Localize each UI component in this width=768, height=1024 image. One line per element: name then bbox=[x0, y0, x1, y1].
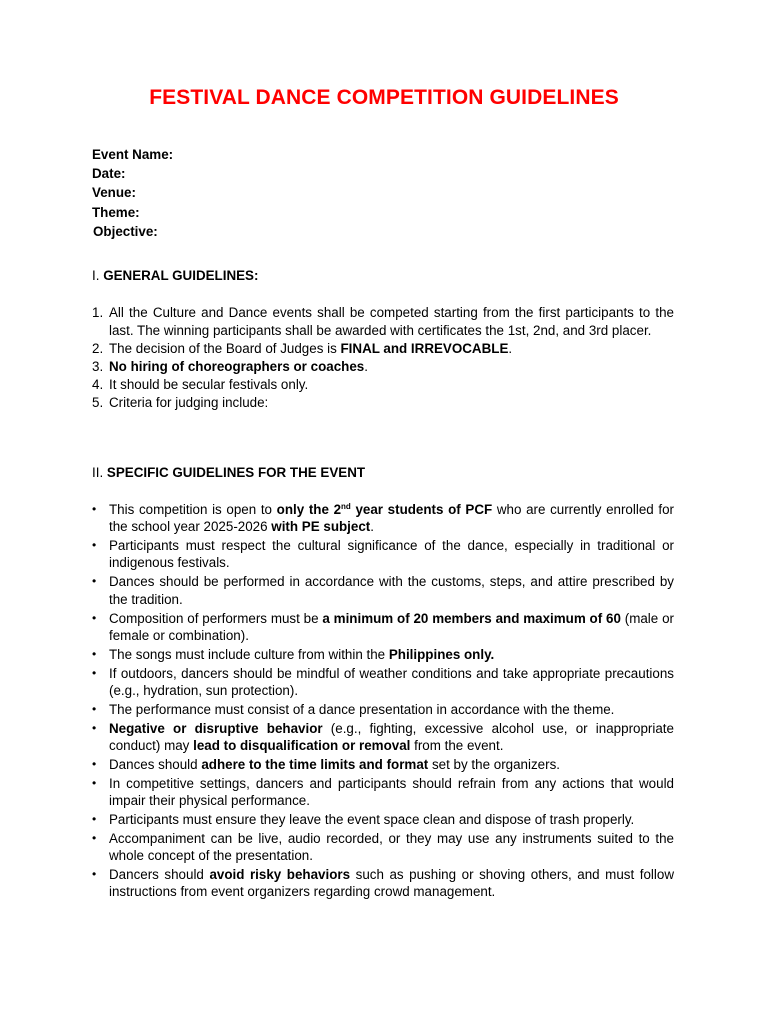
list-number: 1. bbox=[92, 305, 104, 320]
section-heading-specific bbox=[92, 465, 365, 480]
text-run: set by the organizers. bbox=[428, 756, 560, 772]
text-run: who are currently enrolled for the school year 2025-2026 bbox=[109, 502, 674, 535]
general-guidelines-list bbox=[92, 304, 674, 412]
text-run: If outdoors, dancers should be mindful of weather conditions and take appropriate precautions (e.g., hydration, sun protection). bbox=[109, 665, 674, 698]
text-run: Participants must respect the cultural significance of the dance, especially in traditional or indigenous festivals. bbox=[109, 538, 674, 571]
text-run: The performance must consist of a dance presentation in accordance with the theme. bbox=[109, 701, 615, 717]
text-run: Criteria for judging include: bbox=[109, 395, 269, 410]
info-field-theme: Theme: bbox=[92, 204, 140, 220]
bullet-icon: • bbox=[92, 830, 97, 845]
bullet-icon: • bbox=[92, 538, 97, 553]
bullet-icon: • bbox=[92, 811, 97, 826]
bold-text: No hiring of choreographers or coaches bbox=[109, 359, 365, 374]
list-item bbox=[92, 866, 674, 901]
list-item bbox=[92, 358, 674, 376]
list-item bbox=[92, 646, 674, 663]
bold-text: with PE subject bbox=[271, 519, 371, 535]
bullet-icon: • bbox=[92, 502, 97, 516]
list-item bbox=[92, 775, 674, 810]
section-heading-general bbox=[92, 268, 258, 283]
bold-text: Negative or disruptive behavior bbox=[109, 720, 323, 736]
list-item bbox=[92, 376, 674, 394]
list-item bbox=[92, 665, 674, 700]
bold-text: adhere to the time limits and format bbox=[201, 756, 429, 772]
text-run: Dances should be performed in accordance with the customs, steps, and attire prescribed by the tradition. bbox=[109, 574, 674, 607]
bullet-icon: • bbox=[92, 574, 97, 589]
section-numeral: II. bbox=[92, 465, 104, 480]
bullet-icon: • bbox=[92, 646, 97, 661]
text-run: The songs must include culture from within the bbox=[109, 646, 389, 662]
text-run: It should be secular festivals only. bbox=[109, 377, 309, 392]
text-run: from the event. bbox=[410, 738, 504, 754]
list-item bbox=[92, 501, 674, 536]
text-run: Dances should bbox=[109, 756, 202, 772]
bold-text: only the 2 bbox=[276, 502, 342, 517]
specific-guidelines-list bbox=[92, 501, 674, 902]
bold-text: lead to disqualification or removal bbox=[193, 738, 411, 754]
bold-text: nd bbox=[341, 502, 351, 511]
list-item bbox=[92, 756, 674, 773]
bullet-icon: • bbox=[92, 720, 97, 735]
text-run: . bbox=[508, 341, 513, 356]
bullet-icon: • bbox=[92, 867, 97, 882]
bold-text: FINAL and IRREVOCABLE bbox=[340, 341, 509, 356]
info-field-date: Date: bbox=[92, 166, 126, 182]
bold-text: Philippines only. bbox=[388, 646, 495, 662]
list-item bbox=[92, 610, 674, 645]
info-field-objective: Objective: bbox=[93, 223, 158, 239]
text-run: All the Culture and Dance events shall be competed starting from the first participants to the last. The winning participants shall be awarded with certificates the 1st, 2nd, and 3rd placer. bbox=[109, 305, 674, 338]
bullet-icon: • bbox=[92, 756, 97, 771]
list-item bbox=[92, 340, 674, 358]
bold-text: avoid risky behaviors bbox=[209, 867, 351, 883]
bold-text: a minimum of 20 members and maximum of 60 bbox=[322, 610, 621, 626]
list-item bbox=[92, 537, 674, 572]
bold-text: year students of PCF bbox=[350, 502, 493, 517]
event-info-fields bbox=[92, 145, 173, 241]
list-item bbox=[92, 394, 674, 412]
text-run: such as pushing or shoving others, and must follow instructions from event organizers regarding crowd management. bbox=[109, 867, 674, 900]
text-run: Participants must ensure they leave the event space clean and dispose of trash properly. bbox=[109, 811, 635, 827]
list-number: 2. bbox=[92, 341, 104, 356]
section-title: GENERAL GUIDELINES: bbox=[103, 268, 259, 283]
bullet-icon: • bbox=[92, 610, 97, 625]
info-field-event-name: Event Name: bbox=[92, 147, 174, 162]
section-title: SPECIFIC GUIDELINES FOR THE EVENT bbox=[106, 465, 366, 480]
section-numeral: I. bbox=[92, 268, 100, 283]
bullet-icon: • bbox=[92, 701, 97, 716]
text-run: The decision of the Board of Judges is bbox=[109, 341, 341, 356]
text-run: Dancers should bbox=[109, 867, 210, 883]
list-item bbox=[92, 720, 674, 755]
list-item bbox=[92, 573, 674, 608]
list-number: 4. bbox=[92, 377, 104, 392]
text-run: This competition is open to bbox=[109, 502, 277, 517]
page-title: FESTIVAL DANCE COMPETITION GUIDELINES bbox=[149, 86, 619, 109]
list-item bbox=[92, 304, 674, 340]
info-field-venue: Venue: bbox=[92, 185, 136, 201]
text-run: . bbox=[370, 519, 374, 535]
bullet-icon: • bbox=[92, 665, 97, 680]
text-run: . bbox=[364, 359, 368, 374]
text-run: Composition of performers must be bbox=[109, 610, 323, 626]
text-run: (male or female or combination). bbox=[109, 610, 674, 643]
list-number: 5. bbox=[92, 395, 104, 410]
list-item bbox=[92, 830, 674, 865]
list-item bbox=[92, 811, 674, 828]
text-run: (e.g., fighting, excessive alcohol use, or inappropriate conduct) may bbox=[109, 720, 674, 754]
bullet-icon: • bbox=[92, 775, 97, 790]
list-number: 3. bbox=[92, 359, 104, 374]
text-run: In competitive settings, dancers and participants should refrain from any actions that would impair their physical performance. bbox=[109, 775, 674, 809]
text-run: Accompaniment can be live, audio recorded, or they may use any instruments suited to the whole concept of the presentation. bbox=[109, 830, 674, 864]
list-item bbox=[92, 701, 674, 718]
